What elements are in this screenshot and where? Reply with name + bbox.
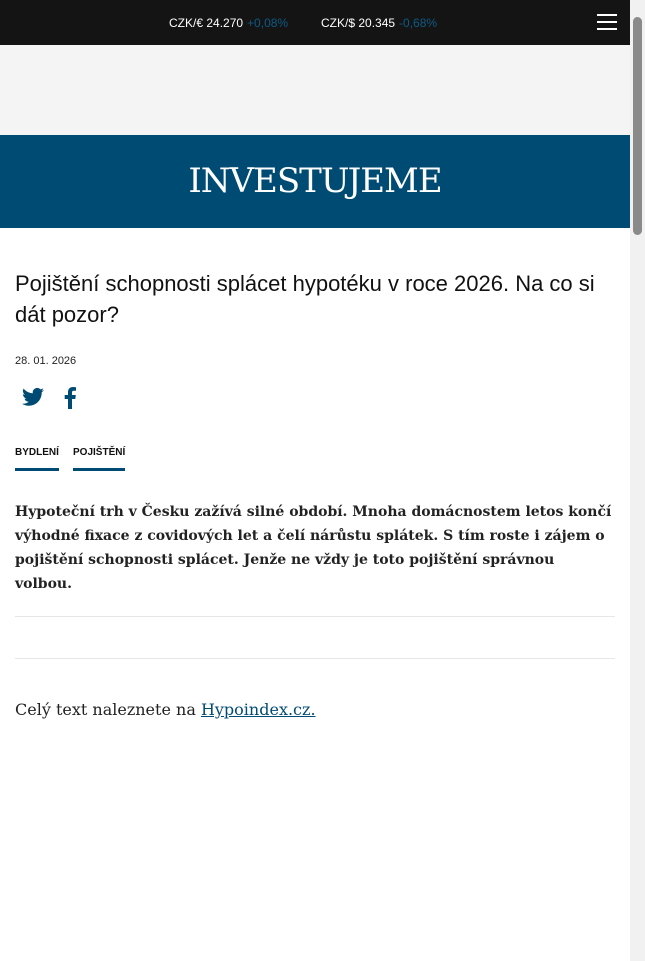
article-lead: Hypoteční trh v Česku zažívá silné období. Mnoha domácnostem letos končí výhodné fixace z covidových let a čelí nárůstu splátek. S tím roste i zájem o pojištění schopnosti splácet. Jenže ne vždy je toto pojištění správnou volbou. [15, 504, 612, 592]
rate-eur-value: CZK/€ 24.270 [169, 16, 244, 30]
scrollbar-thumb[interactable] [633, 17, 642, 235]
tag-pojisteni[interactable]: POJIŠTĚNÍ [73, 447, 125, 471]
article-date: 28. 01. 2026 [15, 355, 77, 367]
rate-usd-change: -0,68% [399, 16, 438, 30]
source-text: Celý text naleznete na [15, 700, 201, 719]
article-title: Pojištění schopnosti splácet hypotéku v roce 2026. Na co si dát pozor? [15, 271, 595, 327]
facebook-icon[interactable] [64, 387, 76, 414]
tag-bydleni[interactable]: BYDLENÍ [15, 447, 59, 471]
divider [15, 658, 615, 659]
top-bar [0, 0, 630, 45]
rate-eur-change: +0,08% [247, 16, 289, 30]
scrollbar[interactable] [630, 0, 645, 961]
ad-space [0, 45, 630, 135]
source-note [15, 700, 316, 719]
rate-eur [169, 16, 288, 30]
source-link[interactable]: Hypoindex.cz. [200, 700, 316, 719]
divider [15, 616, 615, 617]
rate-usd-value: CZK/$ 20.345 [321, 16, 396, 30]
brand-logo[interactable]: INVESTUJEME [0, 135, 630, 228]
rate-usd [321, 16, 437, 30]
hamburger-menu-icon[interactable] [597, 14, 617, 30]
twitter-icon[interactable] [22, 387, 44, 412]
